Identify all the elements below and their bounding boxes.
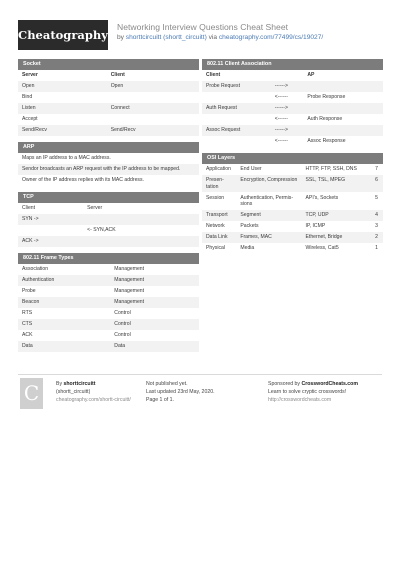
table-cell: Accept	[22, 116, 38, 123]
table-row	[202, 103, 383, 114]
table-cell: Assoc Response	[307, 138, 346, 145]
table-cell	[202, 136, 271, 147]
table-row	[202, 175, 383, 192]
client-association-table	[202, 70, 383, 147]
tcp-section	[18, 192, 199, 247]
layer-number: 4	[369, 210, 383, 221]
footer-author	[56, 380, 146, 404]
table-cell	[303, 125, 383, 136]
table-cell: Bind	[22, 94, 33, 101]
author-url-link[interactable]: cheatography.com/shortt-circuitt/	[56, 397, 131, 403]
table-row	[18, 114, 199, 125]
table-cell	[107, 92, 199, 103]
table-row	[202, 192, 383, 209]
table-cell: Management	[114, 288, 145, 295]
frame-types-table	[18, 264, 199, 352]
table-cell: Authentication	[18, 275, 110, 286]
table-row	[18, 341, 199, 352]
table-cell: Control	[114, 332, 131, 339]
layer-number: 5	[375, 194, 378, 201]
table-cell: Probe Response	[307, 94, 346, 101]
table-cell: RTS	[22, 310, 33, 317]
header	[18, 20, 388, 50]
page-title: Networking Interview Questions Cheat Sheet	[117, 22, 289, 32]
section-title: OSI Layers	[202, 153, 383, 164]
layer-number: 3	[375, 223, 378, 230]
table-cell: IP, ICMP	[305, 223, 326, 230]
table-row	[18, 286, 199, 297]
author-link[interactable]: shorttcircuitt (shortt_circuitt)	[125, 34, 207, 41]
table-cell: Data Link	[202, 232, 236, 243]
author-handle: (shortt_circuitt)	[56, 389, 91, 395]
table-cell: TCP, UDP	[302, 210, 370, 221]
cheatography-c-logo: C	[20, 378, 43, 409]
table-cell: Network	[206, 223, 225, 230]
table-cell	[18, 225, 83, 236]
layer-number: 6	[369, 175, 383, 192]
tcp-table	[18, 203, 199, 247]
section-title: 802.11 Frame Types	[18, 253, 199, 264]
table-cell: CTS	[18, 319, 110, 330]
layer-number: 1	[375, 245, 378, 252]
table-row	[202, 136, 383, 147]
table-header	[271, 70, 304, 81]
table-cell: ACK ->	[18, 236, 83, 247]
table-row	[202, 114, 383, 125]
cheatography-logo[interactable]: Cheatography	[18, 20, 108, 50]
socket-table	[18, 70, 199, 136]
table-row	[202, 164, 383, 175]
table-cell	[83, 236, 199, 247]
table-header-row	[202, 70, 383, 81]
table-cell: Application	[206, 166, 231, 173]
author-name-link[interactable]: shorttcircuitt	[63, 381, 96, 387]
table-cell: Wireless, Cat5	[305, 245, 339, 252]
table-cell: Data	[18, 341, 110, 352]
published-status: Not published yet.	[146, 381, 188, 387]
frame-types-section	[18, 253, 199, 352]
table-cell	[202, 92, 271, 103]
table-cell: SSL, TSL, MPEG	[302, 175, 370, 192]
table-row	[18, 264, 199, 275]
table-cell: Auth Response	[307, 116, 343, 123]
last-updated: Last updated 23rd May, 2020.	[146, 389, 215, 395]
table-row	[202, 243, 383, 254]
table-cell	[303, 103, 383, 114]
table-cell: Frames, MAC	[236, 232, 301, 243]
table-header: AP	[307, 72, 315, 79]
table-cell: Media	[240, 245, 255, 252]
table-row	[202, 81, 383, 92]
via-text: via	[206, 34, 219, 41]
arrow-cell: ------>	[271, 125, 304, 136]
table-row	[202, 210, 383, 221]
section-title: ARP	[18, 142, 199, 153]
sheet-url-link[interactable]: cheatography.com/77499/cs/19027/	[218, 34, 324, 41]
sponsor-line	[268, 380, 382, 388]
table-cell: API's, Sockets	[305, 194, 339, 201]
arrow-cell: <------	[274, 116, 288, 123]
table-cell: Client	[22, 205, 36, 212]
table-cell: End User	[240, 166, 262, 173]
table-header: Server	[22, 72, 38, 79]
table-cell	[107, 114, 199, 125]
table-cell: Send/Recv	[107, 125, 199, 136]
table-cell	[83, 214, 199, 225]
page-number: Page 1 of 1.	[146, 397, 174, 403]
table-row	[18, 214, 199, 225]
sponsor-url-link[interactable]: http://crosswordcheats.com	[268, 397, 332, 403]
table-cell: Connect	[107, 103, 199, 114]
author-line	[56, 380, 146, 388]
sponsor-prefix: Sponsored by	[268, 381, 302, 387]
right-column	[202, 59, 383, 260]
sponsor-tagline: Learn to solve cryptic crosswords!	[268, 389, 347, 395]
table-cell: Assoc Request	[202, 125, 271, 136]
table-cell: SYN ->	[18, 214, 83, 225]
table-cell: ACK	[22, 332, 33, 339]
arrow-cell: <------	[274, 138, 288, 145]
table-row	[202, 92, 383, 103]
table-header: Client	[206, 72, 221, 79]
arrow-cell: ------>	[271, 103, 304, 114]
table-row	[18, 81, 199, 92]
text-line: Owner of the IP address replies with its MAC address.	[22, 177, 144, 184]
sponsor-link[interactable]: CrosswordCheats.com	[301, 381, 358, 387]
text-line: Maps an IP address to a MAC address.	[22, 155, 111, 162]
section-title: TCP	[18, 192, 199, 203]
table-cell: Presen-tation	[202, 175, 236, 192]
layer-number: 7	[375, 166, 378, 173]
table-cell: Segment	[236, 210, 301, 221]
table-row	[18, 236, 199, 247]
table-row	[18, 308, 199, 319]
table-row	[202, 232, 383, 243]
table-cell	[202, 114, 271, 125]
text-line: Sendor broadcasts an ARP request with the IP address to be mapped.	[18, 164, 199, 175]
by-prefix: by	[117, 34, 126, 41]
table-row	[18, 203, 199, 214]
table-row	[18, 92, 199, 103]
table-cell: Session	[206, 194, 225, 201]
table-cell: Management	[110, 275, 199, 286]
table-row	[18, 330, 199, 341]
table-cell: Data	[110, 341, 199, 352]
table-cell: Listen	[18, 103, 107, 114]
table-row	[18, 297, 199, 308]
table-cell: Management	[114, 266, 145, 273]
table-cell: Management	[110, 297, 199, 308]
byline	[117, 34, 323, 41]
table-row	[18, 103, 199, 114]
table-cell: Beacon	[18, 297, 110, 308]
section-title: Socket	[18, 59, 199, 70]
table-row	[202, 125, 383, 136]
arp-section	[18, 142, 199, 186]
table-cell: Association	[22, 266, 49, 273]
table-cell: <- SYN,ACK	[87, 227, 116, 234]
table-header: Client	[110, 72, 125, 79]
arp-text	[18, 153, 199, 186]
footer-sponsor	[268, 380, 382, 404]
by-label: By	[56, 381, 64, 387]
socket-section	[18, 59, 199, 136]
arrow-cell: <------	[274, 94, 288, 101]
table-cell: Packets	[240, 223, 259, 230]
table-cell: Physical	[206, 245, 225, 252]
footer-meta	[146, 380, 261, 404]
table-cell: Open	[18, 81, 107, 92]
section-title: 802.11 Client Association	[202, 59, 383, 70]
table-cell	[303, 81, 383, 92]
table-cell: Authentication, Permis-sions	[240, 194, 294, 208]
osi-layers-section	[202, 153, 383, 254]
footer	[18, 374, 382, 418]
osi-layers-table	[202, 164, 383, 254]
table-row	[18, 319, 199, 330]
table-row	[18, 225, 199, 236]
table-cell: Send/Recv	[18, 125, 107, 136]
table-row	[18, 275, 199, 286]
layer-number: 2	[369, 232, 383, 243]
table-cell: Encryption, Compression	[236, 175, 301, 192]
table-cell: Open	[107, 81, 199, 92]
table-cell: Transport	[202, 210, 236, 221]
table-cell: Server	[87, 205, 103, 212]
table-cell: Probe	[22, 288, 36, 295]
table-cell: Auth Request	[202, 103, 271, 114]
table-cell: Ethernet, Bridge	[302, 232, 370, 243]
table-row	[18, 125, 199, 136]
client-association-section	[202, 59, 383, 147]
table-cell: Probe Request	[202, 81, 271, 92]
table-header-row	[18, 70, 199, 81]
table-row	[202, 221, 383, 232]
arrow-cell: ------>	[271, 81, 304, 92]
left-column	[18, 59, 199, 358]
table-cell: Control	[110, 319, 199, 330]
table-cell: Control	[114, 310, 131, 317]
table-cell: HTTP, FTP, SSH, DNS	[305, 166, 357, 173]
